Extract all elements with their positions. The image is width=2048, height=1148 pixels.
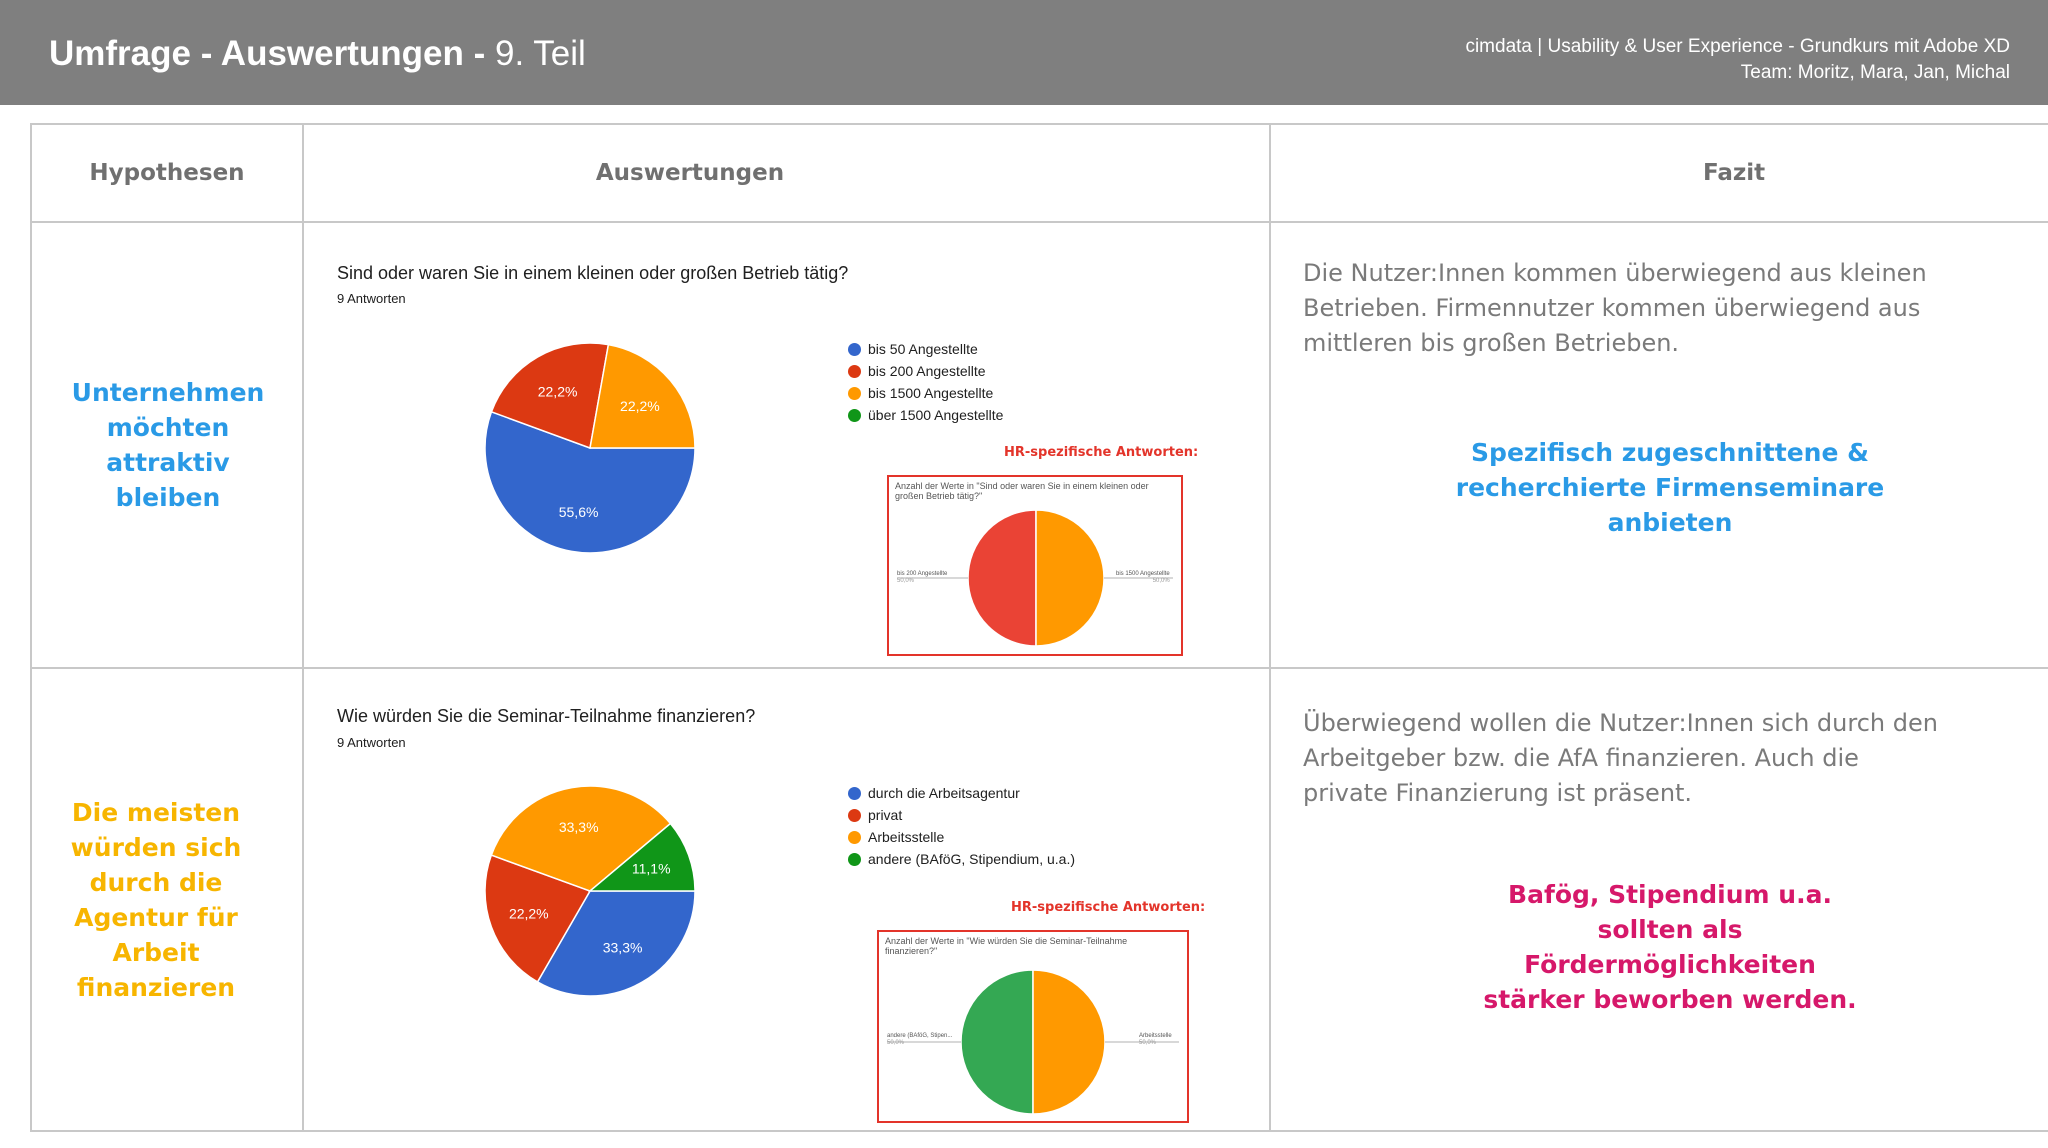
legend-item xyxy=(848,338,1003,360)
legend-label: bis 1500 Angestellte xyxy=(868,385,994,401)
fazit-recommendation-1: Spezifisch zugeschnittene & recherchierte Firmenseminare anbieten xyxy=(1455,438,1885,537)
table-column-divider xyxy=(1269,123,1271,1132)
hr-pie-2-slice-1 xyxy=(961,970,1033,1114)
legend-swatch xyxy=(848,387,861,400)
hr-chart-1-left-label xyxy=(897,571,947,585)
header-meta xyxy=(1465,34,2010,86)
hr-chart-2-left-pct: 50,0% xyxy=(887,1040,905,1046)
hr-chart-2-right-name: Arbeitsstelle xyxy=(1139,1033,1172,1039)
page-title-bold: Umfrage - Auswertungen - xyxy=(49,34,486,73)
legend-label: andere (BAföG, Stipendium, u.a.) xyxy=(868,851,1075,867)
table-column-divider xyxy=(302,123,304,1132)
hypothesis-2: Die meisten würden sich durch die Agentur für Arbeit finanzieren xyxy=(70,797,242,1002)
legend-swatch xyxy=(848,365,861,378)
legend-item xyxy=(848,382,1003,404)
chart-1-question: Sind oder waren Sie in einem kleinen oder großen Betrieb tätig? xyxy=(337,263,849,283)
legend-swatch xyxy=(848,343,861,356)
hr-chart-2-left-label xyxy=(887,1033,952,1047)
pie-1-data-label-2: 22,2% xyxy=(537,383,578,400)
legend-item xyxy=(848,782,1075,804)
legend-item xyxy=(848,360,1003,382)
page-title-part: 9. Teil xyxy=(485,34,586,73)
hr-chart-box-2 xyxy=(877,930,1189,1123)
hr-pie-1-slice-2 xyxy=(1036,510,1104,646)
chart-1-legend xyxy=(848,338,1003,426)
chart-2-question: Wie würden Sie die Seminar-Teilnahme finanzieren? xyxy=(337,706,756,726)
hr-chart-1-title: Anzahl der Werte in "Sind oder waren Sie in einem kleinen oder großen Betrieb tätig?" xyxy=(895,481,1149,501)
hr-chart-1-right-label xyxy=(1116,571,1170,585)
hr-chart-2-right-pct: 50,0% xyxy=(1139,1040,1157,1046)
column-header-auswertungen: Auswertungen xyxy=(595,160,785,186)
legend-swatch xyxy=(848,809,861,822)
hr-label-1: HR-spezifische Antworten: xyxy=(1004,445,1199,460)
hr-label-2: HR-spezifische Antworten: xyxy=(1011,900,1206,915)
pie-chart-2 xyxy=(480,781,700,1001)
chart-2-legend xyxy=(848,782,1075,870)
pie-2-data-label-2: 22,2% xyxy=(508,905,549,922)
fazit-recommendation-2: Bafög, Stipendium u.a. sollten als Fördermöglichkeiten stärker beworben werden. xyxy=(1483,880,1857,1014)
pie-1-data-label-1: 55,6% xyxy=(558,504,599,521)
pie-2-data-label-1: 33,3% xyxy=(602,939,643,956)
hr-chart-2-right-label xyxy=(1139,1033,1172,1047)
pie-1-slice-3 xyxy=(590,345,695,448)
hr-chart-1-right-name: bis 1500 Angestellte xyxy=(1116,571,1170,577)
chart-2-response-count: 9 Antworten xyxy=(337,735,406,750)
pie-2-data-label-4: 11,1% xyxy=(631,860,671,877)
table-border-bottom xyxy=(30,1130,2048,1132)
legend-item xyxy=(848,826,1075,848)
hr-pie-2-slice-2 xyxy=(1033,970,1105,1114)
chart-1-response-count: 9 Antworten xyxy=(337,291,406,306)
hr-chart-1-left-pct: 50,0% xyxy=(897,578,915,584)
column-header-fazit: Fazit xyxy=(1703,160,1766,186)
table-row-divider xyxy=(30,667,2048,669)
legend-label: über 1500 Angestellte xyxy=(868,407,1004,423)
legend-label: bis 50 Angestellte xyxy=(868,341,978,357)
page-title xyxy=(49,34,586,74)
hr-pie-1-slice-1 xyxy=(968,510,1036,646)
pie-2-data-label-3: 33,3% xyxy=(558,818,599,835)
hr-chart-1-left-name: bis 200 Angestellte xyxy=(897,571,948,577)
hr-chart-2-left-name: andere (BAföG, Stipen... xyxy=(887,1033,953,1039)
legend-item xyxy=(848,804,1075,826)
column-header-hypothesen: Hypothesen xyxy=(89,160,245,186)
legend-swatch xyxy=(848,831,861,844)
team-info: Team: Moritz, Mara, Jan, Michal xyxy=(1740,62,2010,83)
hr-chart-2-title: Anzahl der Werte in "Wie würden Sie die Seminar-Teilnahme finanzieren?" xyxy=(885,936,1128,956)
legend-label: bis 200 Angestellte xyxy=(868,363,986,379)
hr-pie-chart-1 xyxy=(889,477,1181,654)
pie-1-data-label-3: 22,2% xyxy=(620,398,660,415)
legend-label: Arbeitsstelle xyxy=(868,829,945,845)
legend-item xyxy=(848,848,1075,870)
pie-chart-1 xyxy=(480,338,700,558)
legend-label: privat xyxy=(868,807,903,823)
legend-swatch xyxy=(848,853,861,866)
hr-chart-1-right-pct: 50,0% xyxy=(1152,578,1170,584)
header-bar xyxy=(0,0,2048,105)
hr-chart-box-1 xyxy=(887,475,1183,656)
legend-swatch xyxy=(848,409,861,422)
course-info: cimdata | Usability & User Experience - Grundkurs mit Adobe XD xyxy=(1465,36,2010,57)
hypothesis-1: Unternehmen möchten attraktiv bleiben xyxy=(71,378,265,512)
legend-label: durch die Arbeitsagentur xyxy=(868,785,1020,801)
legend-item xyxy=(848,404,1003,426)
legend-swatch xyxy=(848,787,861,800)
fazit-text-1: Die Nutzer:Innen kommen überwiegend aus kleinen Betrieben. Firmennutzer kommen überwiegend aus mittleren bis großen Betrieben. xyxy=(1303,259,1927,357)
fazit-text-2: Überwiegend wollen die Nutzer:Innen sich durch den Arbeitgeber bzw. die AfA finanzieren. Auch die private Finanzierung ist präsent. xyxy=(1303,709,1938,807)
hr-pie-chart-2 xyxy=(879,932,1187,1121)
